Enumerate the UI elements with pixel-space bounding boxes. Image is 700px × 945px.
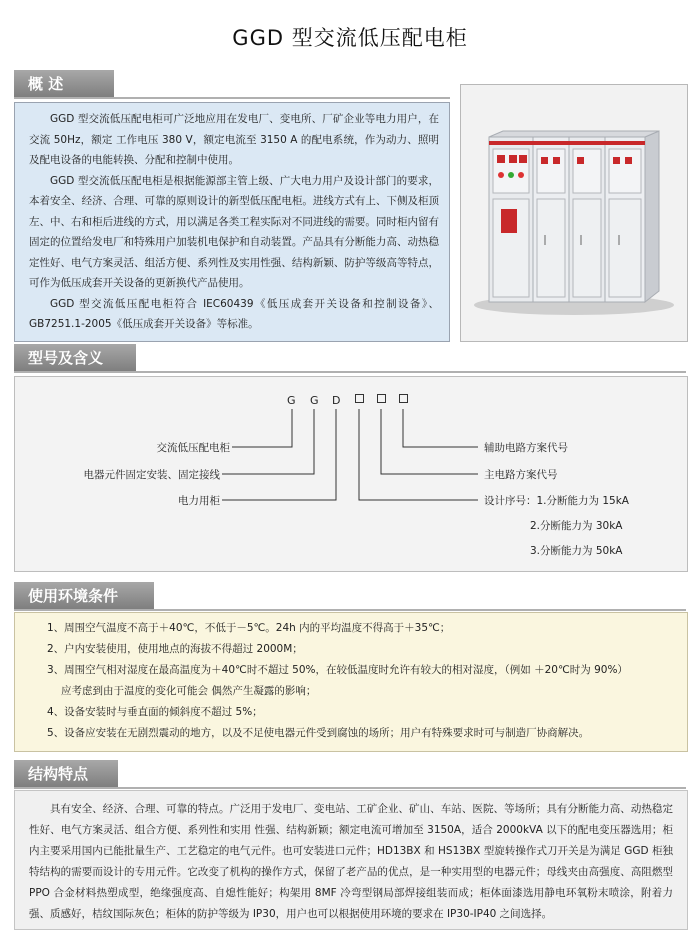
model-right-label-3: 设计序号：1.分断能力为 15kA (484, 495, 629, 507)
section-heading-environment: 使用环境条件 (14, 582, 154, 610)
model-right-label-1: 辅助电路方案代号 (484, 442, 568, 454)
section-heading-overview: 概 述 (14, 70, 114, 98)
structure-panel (14, 790, 688, 930)
code-letter-g2: G (310, 394, 319, 407)
section-heading-structure: 结构特点 (14, 760, 118, 788)
overview-paragraph-1: GGD 型交流低压配电柜可广泛地应用在发电厂、变电所、厂矿企业等电力用户，在交流 50Hz，额定 工作电压 380 V，额定电流至 3150 A 的配电系统，作为动力、照明及配电设备的电能转换、分配和控制中使用。 (29, 113, 439, 166)
env-item-4: 4、设备安装时与垂直面的倾斜度不超过 5%； (47, 706, 263, 718)
environment-panel (14, 612, 688, 752)
code-letter-g1: G (287, 394, 296, 407)
divider (14, 609, 686, 611)
page-title: GGD 型交流低压配电柜 (232, 26, 468, 50)
model-right-label-4: 2.分断能力为 30kA (530, 520, 623, 532)
model-left-label-1: 交流低压配电柜 (156, 442, 230, 454)
overview-paragraph-2: GGD 型交流低压配电柜是根据能源部主管上级、广大电力用户及设计部门的要求，本着安全、经济、合理、可靠的原则设计的新型低压配电柜。进线方式有上、下侧及柜顶左、中、右和柜后进线的方式，用以满足各类工程实际对不同进线的需要。同时柜内留有固定的位置给发电厂和特殊用户加装机电保护和自动装置。产品具有分断能力高、动热稳定性好、电气方案灵活、组活方便、系列性及实用性强、结构新颖、防护等级高等特点，可作为低压成套开关设备的更新换代产品使用。 (29, 174, 439, 289)
env-item-5: 5、设备应安装在无剧烈震动的地方，以及不足使电器元件受到腐蚀的场所；用户有特殊要求时可与制造厂协商解决。 (47, 727, 590, 739)
model-left-label-2: 电器元件固定安装、固定接线 (83, 469, 220, 481)
divider (14, 787, 686, 789)
env-item-1: 1、周围空气温度不高于＋40℃，不低于－5℃。24h 内的平均温度不得高于＋35℃； (47, 622, 451, 634)
env-item-2: 2、户内安装使用，使用地点的海拔不得超过 2000M； (47, 643, 303, 655)
model-left-label-3: 电力用柜 (178, 495, 220, 507)
code-letter-d: D (332, 394, 341, 407)
structure-paragraph: 具有安全、经济、合理、可靠的特点。广泛用于发电厂、变电站、工矿企业、矿山、车站、医院、等场所；具有分断能力高、动热稳定性好、电气方案灵活、组合方便、系列性和实用 性强、结构新颖；额定电流可增加至 3150A，适合 2000kVA 以下的配电变压器选用；柜内主要采用国内已能批量生产、工艺稳定的电气元件。也可安装进口元件；HD13BX 和 HS13BX 型旋转操作式刀开关是为满足 GGD 柜独特结构的需要而设计的专用元件。它改变了机构的操作方式，保留了老产品的优点，是一种实用型的电器元件；母线夹由高强度、高阻燃型 PPO 合金材料热塑成型，绝缘强度高、自熄性能好；构架用 8MF 冷弯型钢局部焊接组装而成；柜体面漆选用静电环氧粉末喷涂，附着力强、质感好，桔纹国际灰色；柜体的防护等级为 IP30，用户也可以根据使用环境的要求在 IP30-IP40 之间选择。 (29, 803, 673, 920)
overview-paragraph-3: GGD 型交流低压配电柜符合 IEC60439《低压成套开关设备和控制设备》、GB7251.1-2005《低压成套开关设备》等标准。 (29, 297, 439, 330)
section-heading-model: 型号及含义 (14, 344, 136, 372)
model-right-label-5: 3.分断能力为 50kA (530, 545, 623, 557)
model-right-label-2: 主电路方案代号 (484, 469, 558, 481)
env-item-3: 3、周围空气相对湿度在最高温度为＋40℃时不超过 50%，在较低温度时允许有较大的相对湿度，（例如 ＋20℃时为 90%） (47, 664, 628, 676)
env-item-3-cont: 应考虑到由于温度的变化可能会 偶然产生凝露的影响； (61, 685, 317, 697)
